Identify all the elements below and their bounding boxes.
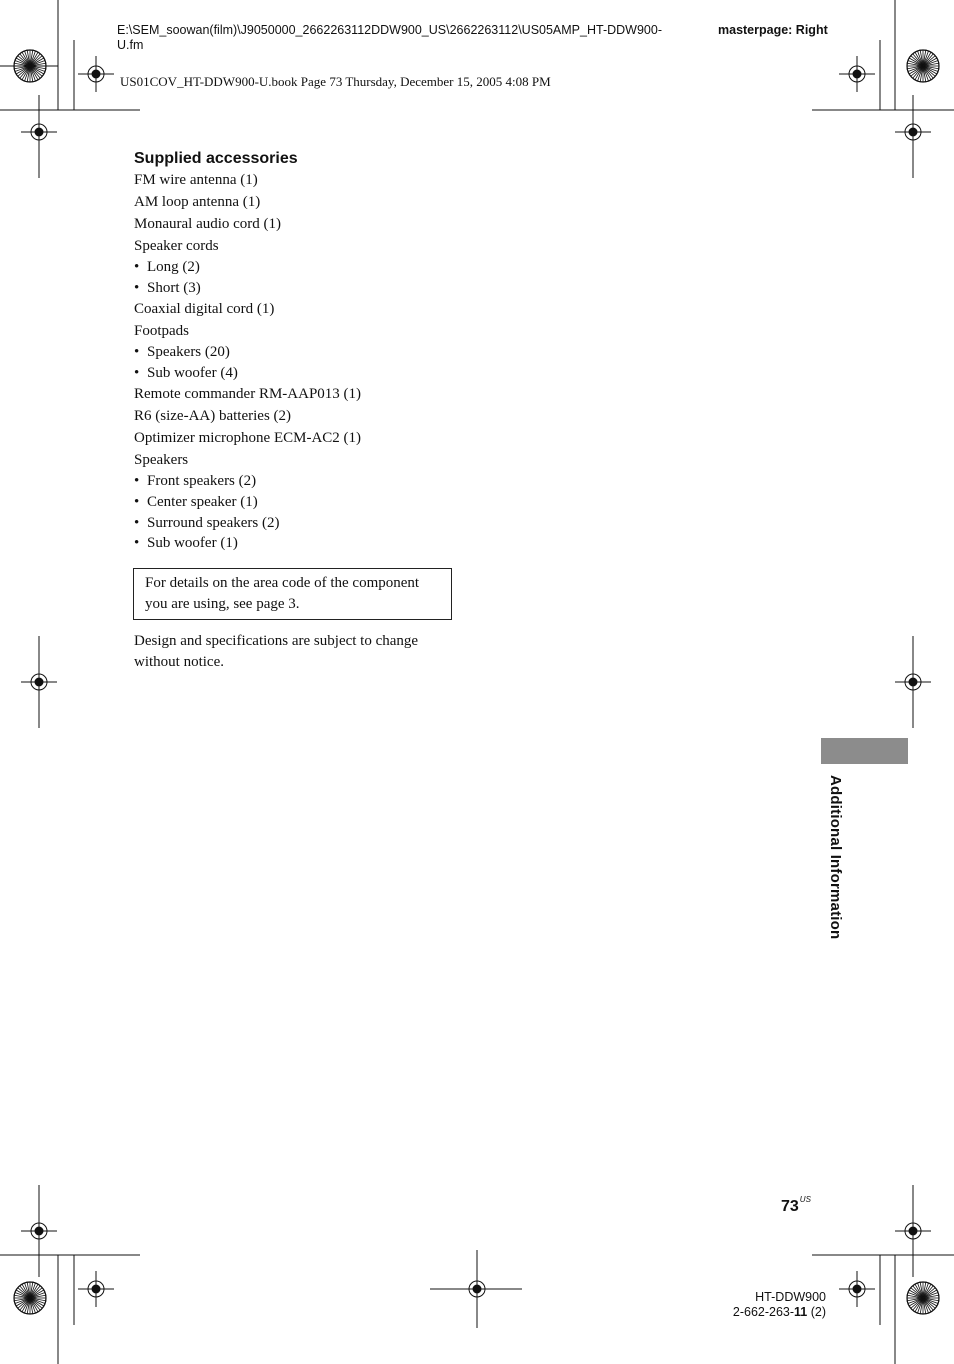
footer-part-code [700,1305,826,1320]
header-file-path: E:\SEM_soowan(film)\J9050000_2662263112DDW900_US\2662263112\US05AMP_HT-DDW900-U.fm [117,23,662,52]
page-number-suffix: US [799,1195,811,1204]
accessory-item: • Center speaker (1) [134,492,464,513]
footer-model: HT-DDW900 [755,1290,826,1304]
page-number-value: 73 [781,1198,799,1215]
accessory-item: • Front speakers (2) [134,471,464,492]
section-tab-marker [821,738,908,764]
footer-code-suffix: (2) [807,1305,826,1319]
supplied-accessories-section [134,149,464,554]
accessory-item: • Short (3) [134,278,464,299]
accessory-item: Speaker cords [134,238,219,254]
accessory-item: Coaxial digital cord (1) [134,301,275,318]
area-code-note-box: For details on the area code of the component you are using, see page 3. [133,568,452,620]
accessory-item: • Long (2) [134,257,464,278]
accessory-item: • Speakers (20) [134,342,464,363]
accessory-item: AM loop antenna (1) [134,194,261,210]
design-specifications-note: Design and specifications are subject to change without notice. [134,633,419,670]
side-tab-label: Additional Information [827,775,844,940]
accessory-item: Monaural audio cord (1) [134,216,282,232]
section-title: Supplied accessories [134,150,298,167]
header-masterpage: masterpage: Right [718,23,828,37]
accessory-item: R6 (size-AA) batteries (2) [134,408,292,425]
footer-code-bold: 11 [794,1305,808,1319]
accessory-item: • Surround speakers (2) [134,513,464,534]
page-number [781,1195,811,1216]
accessory-item: FM wire antenna (1) [134,172,258,188]
accessory-item: Remote commander RM-AAP013 (1) [134,386,362,403]
accessory-item: • Sub woofer (1) [134,533,464,554]
accessory-item: Footpads [134,323,190,340]
accessories-list [134,169,464,554]
accessory-item: • Sub woofer (4) [134,363,464,384]
accessory-item: Speakers [134,452,189,469]
accessory-item: Optimizer microphone ECM-AC2 (1) [134,430,362,447]
header-book-line: US01COV_HT-DDW900-U.book Page 73 Thursday, December 15, 2005 4:08 PM [120,74,551,89]
footer-code-prefix: 2-662-263- [732,1305,795,1319]
footer-model-info [700,1290,826,1320]
